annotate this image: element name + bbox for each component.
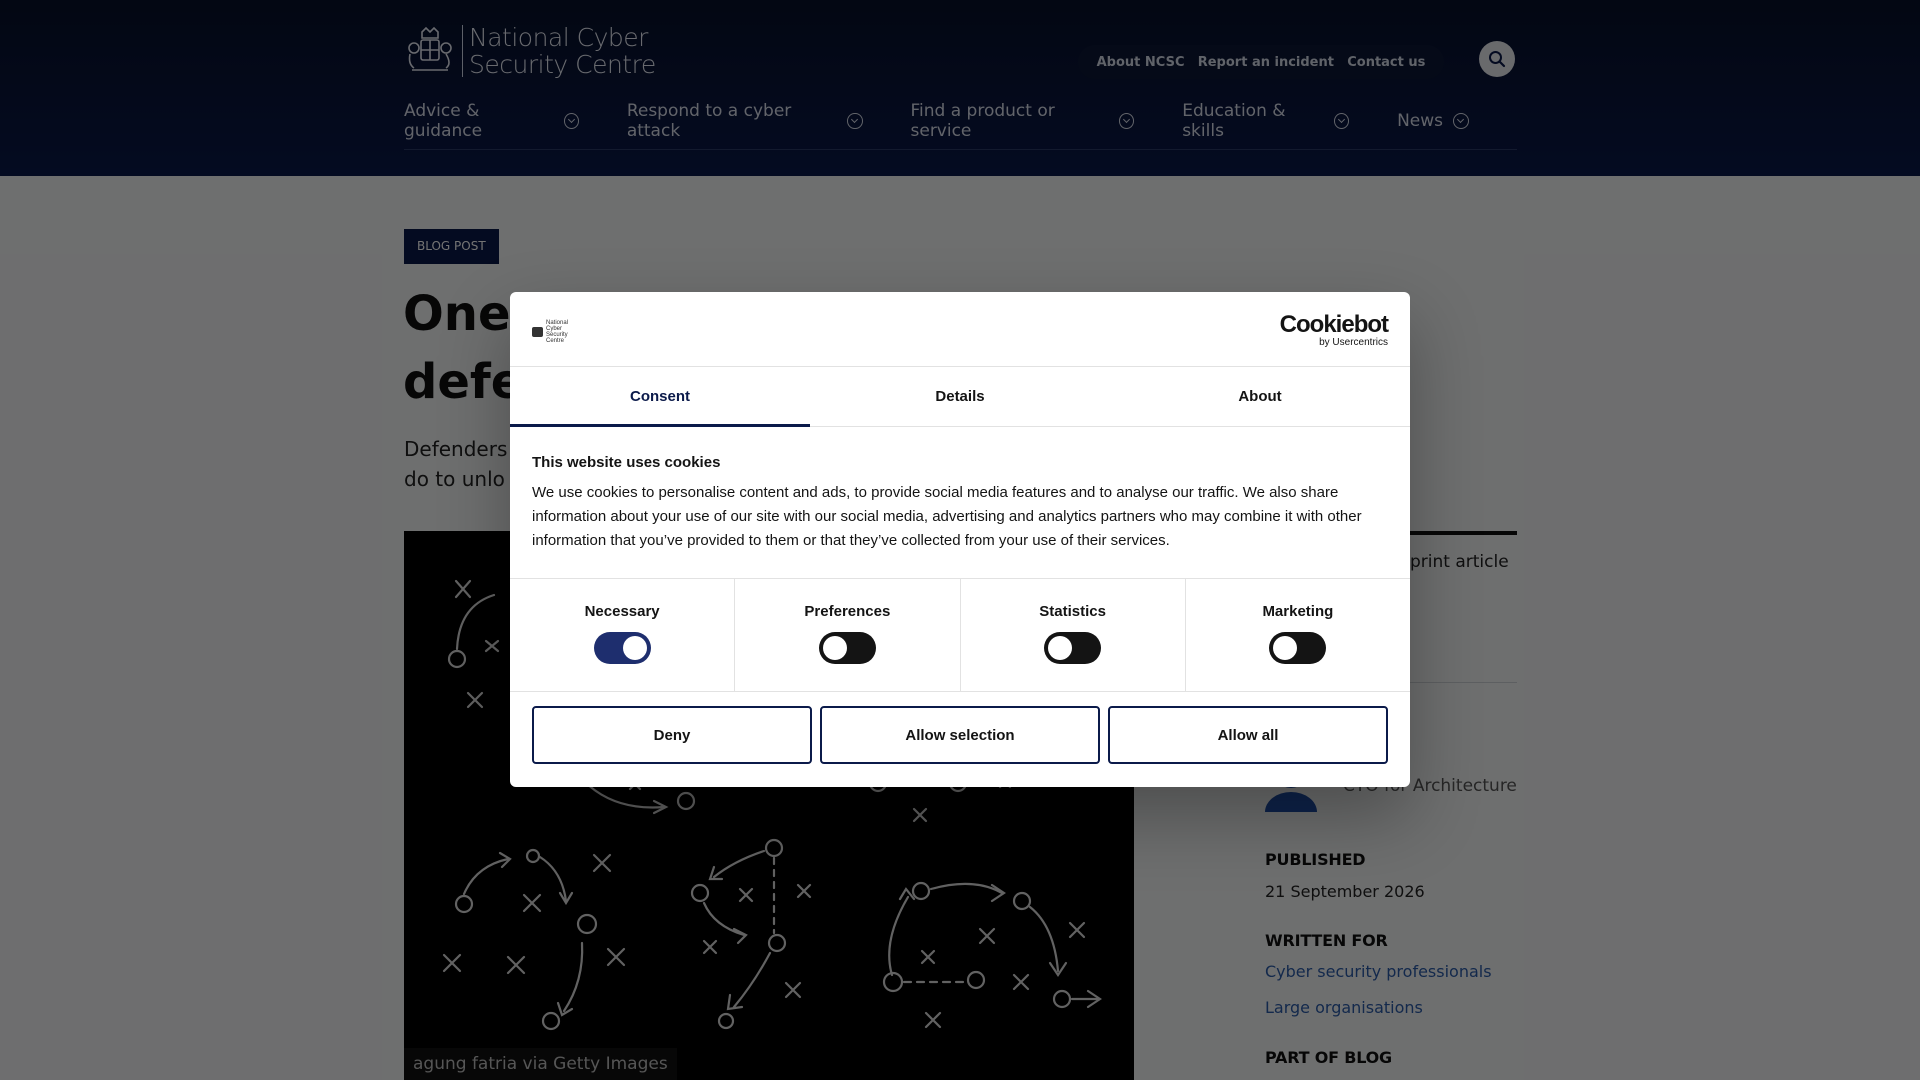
dialog-site-logo	[532, 320, 584, 344]
marketing-toggle[interactable]	[1269, 632, 1326, 664]
necessary-toggle[interactable]	[594, 632, 651, 664]
deny-button[interactable]: Deny	[532, 706, 812, 764]
tab-about[interactable]: About	[1238, 388, 1282, 405]
dialog-buttons	[532, 706, 1388, 764]
toggle-knob	[823, 636, 847, 660]
cookiebot-brand: Cookiebot	[1279, 311, 1388, 338]
consent-toggles	[510, 578, 1410, 692]
dialog-description: We use cookies to personalise content and ads, to provide social media features and to analyse our traffic. We also share information about your use of our site with our social media, advertising and analytics partners who may combine it with other information that you’ve provided to them or that they’ve collected from your use of their services.	[532, 484, 1362, 549]
dialog-body	[532, 454, 1392, 553]
toggle-group-preferences	[735, 579, 960, 691]
cookiebot-brand-sub: by Usercentrics	[1319, 337, 1388, 348]
crest-icon	[532, 327, 543, 337]
dialog-logo-text: National Cyber Security Centre	[546, 320, 569, 344]
toggle-label: Necessary	[584, 603, 660, 620]
toggle-knob	[623, 636, 647, 660]
toggle-group-statistics	[961, 579, 1186, 691]
tab-details[interactable]: Details	[935, 388, 985, 405]
allow-all-button[interactable]: Allow all	[1108, 706, 1388, 764]
toggle-knob	[1048, 636, 1072, 660]
tab-consent[interactable]: Consent	[510, 367, 810, 426]
preferences-toggle[interactable]	[819, 632, 876, 664]
dialog-header	[510, 292, 1410, 367]
dialog-tabs	[510, 367, 1410, 427]
toggle-label: Statistics	[1039, 603, 1106, 620]
toggle-knob	[1273, 636, 1297, 660]
dialog-heading: This website uses cookies	[532, 454, 721, 471]
cookie-consent-dialog	[510, 292, 1410, 787]
toggle-group-necessary	[510, 579, 735, 691]
cookiebot-logo[interactable]	[1280, 313, 1388, 348]
toggle-group-marketing	[1186, 579, 1410, 691]
toggle-label: Preferences	[804, 603, 891, 620]
allow-selection-button[interactable]: Allow selection	[820, 706, 1100, 764]
toggle-label: Marketing	[1262, 603, 1334, 620]
statistics-toggle[interactable]	[1044, 632, 1101, 664]
